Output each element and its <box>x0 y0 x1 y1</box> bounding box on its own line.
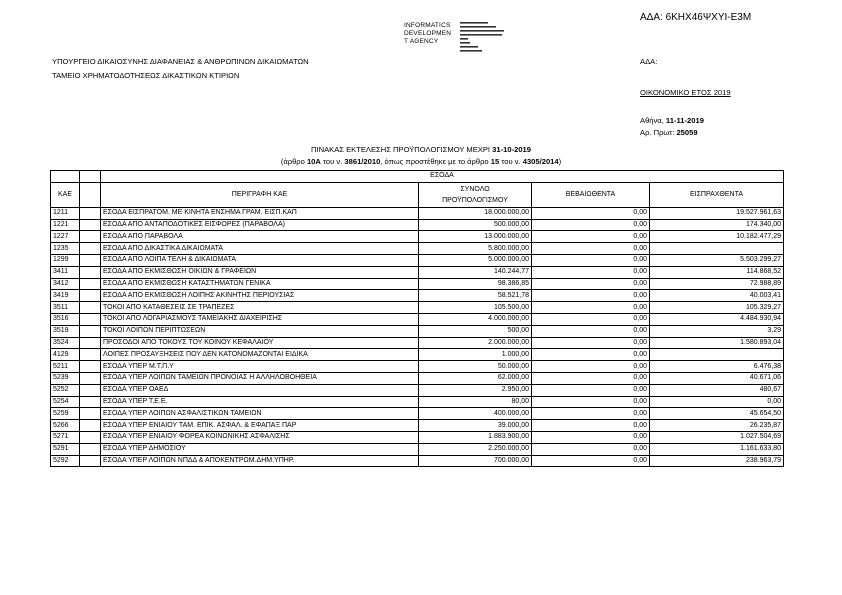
header-budget <box>419 182 532 207</box>
collected-cell: 10.182.477,29 <box>650 231 784 243</box>
description-cell: ΕΣΟΔΑ ΑΠΟ ΔΙΚΑΣΤΙΚΑ ΔΙΚΑΙΩΜΑΤΑ <box>101 243 419 255</box>
header-budget-line-1: ΣΥΝΟΛΟ <box>460 185 490 193</box>
budget-cell: 50.000,00 <box>419 361 532 373</box>
collected-cell: 238.963,79 <box>650 455 784 467</box>
certified-cell: 0,00 <box>532 420 650 432</box>
certified-cell: 0,00 <box>532 325 650 337</box>
ada-label: ΑΔΑ: <box>640 57 658 66</box>
digital-signature-stamp <box>460 21 520 59</box>
spacer-cell <box>80 384 101 396</box>
certified-cell: 0,00 <box>532 278 650 290</box>
description-cell: ΕΣΟΔΑ ΥΠΕΡ ΛΟΙΠΩΝ ΑΣΦΑΛΙΣΤΙΚΩΝ ΤΑΜΕΙΩΝ <box>101 408 419 420</box>
table-row <box>51 443 784 455</box>
budget-cell: 98.386,85 <box>419 278 532 290</box>
section-label: ΕΣΟΔΑ <box>101 171 784 183</box>
informatics-line-1: INFORMATICS <box>404 22 451 29</box>
signature-stamp-icon <box>460 21 520 57</box>
budget-cell: 5.000.000,00 <box>419 254 532 266</box>
kae-cell: 1299 <box>51 254 80 266</box>
budget-cell: 500.000,00 <box>419 219 532 231</box>
table-row <box>51 408 784 420</box>
budget-cell: 400.000,00 <box>419 408 532 420</box>
kae-cell: 3511 <box>51 302 80 314</box>
budget-cell: 1.000,00 <box>419 349 532 361</box>
informatics-line-3: T AGENCY <box>404 38 439 45</box>
spacer-cell <box>80 219 101 231</box>
spacer-cell <box>80 278 101 290</box>
description-cell: ΕΣΟΔΑ ΑΠΟ ΕΚΜΙΣΘΩΣΗ ΚΑΤΑΣΤΗΜΑΤΩΝ ΓΕΝΙΚΑ <box>101 278 419 290</box>
budget-cell: 1.883.900,00 <box>419 431 532 443</box>
spacer-cell <box>80 313 101 325</box>
revenue-table-body <box>51 171 784 467</box>
header-description: ΠΕΡΙΓΡΑΦΗ ΚΑΕ <box>101 182 419 207</box>
subtitle-part: του ν. <box>320 157 345 166</box>
certified-cell: 0,00 <box>532 396 650 408</box>
spacer-cell <box>80 231 101 243</box>
spacer-cell <box>80 372 101 384</box>
spacer-cell <box>80 396 101 408</box>
subtitle-part: ) <box>558 157 562 166</box>
description-cell: ΕΣΟΔΑ ΑΠΟ ΛΟΙΠΑ ΤΕΛΗ & ΔΙΚΑΙΩΜΑΤΑ <box>101 254 419 266</box>
description-cell: ΕΣΟΔΑ ΑΠΟ ΠΑΡΑΒΟΛΑ <box>101 231 419 243</box>
table-row <box>51 384 784 396</box>
certified-cell: 0,00 <box>532 361 650 373</box>
ada-top: ΑΔΑ: 6ΚΗΧ46ΨΧΥΙ-Ε3Μ <box>640 12 752 23</box>
spacer-cell <box>80 207 101 219</box>
budget-cell: 2.950,00 <box>419 384 532 396</box>
collected-cell: 0,00 <box>650 396 784 408</box>
empty-cell <box>51 171 80 183</box>
fiscal-year: ΟΙΚΟΝΟΜΙΚΟ ΕΤΟΣ 2019 <box>640 88 731 97</box>
kae-cell: 5271 <box>51 431 80 443</box>
budget-cell: 18.000.000,00 <box>419 207 532 219</box>
certified-cell: 0,00 <box>532 337 650 349</box>
budget-cell: 13.000.000,00 <box>419 231 532 243</box>
table-row <box>51 420 784 432</box>
description-cell: ΕΣΟΔΑ ΑΠΟ ΕΚΜΙΣΘΩΣΗ ΛΟΙΠΗΣ ΑΚΙΝΗΤΗΣ ΠΕΡΙΟΥΣΙΑΣ <box>101 290 419 302</box>
description-cell: ΕΣΟΔΑ ΕΙΣΠΡΑΤΟΜ. ΜΕ ΚΙΝΗΤΑ ΕΝΣΗΜΑ ΓΡΑΜ. ΕΙΣΠ.ΚΑΠ <box>101 207 419 219</box>
budget-cell: 140.244,77 <box>419 266 532 278</box>
budget-cell: 62.000,00 <box>419 372 532 384</box>
kae-cell: 3412 <box>51 278 80 290</box>
spacer-cell <box>80 243 101 255</box>
collected-cell: 4.484.930,94 <box>650 313 784 325</box>
table-row <box>51 372 784 384</box>
ministry-name: ΥΠΟΥΡΓΕΙΟ ΔΙΚΑΙΟΣΥΝΗΣ ΔΙΑΦΑΝΕΙΑΣ & ΑΝΘΡΩΠΙΝΩΝ ΔΙΚΑΙΩΜΑΤΩΝ <box>52 57 309 66</box>
table-row <box>51 337 784 349</box>
date-prefix: Αθήνα, <box>640 116 666 125</box>
kae-cell: 5292 <box>51 455 80 467</box>
description-cell: ΕΣΟΔΑ ΥΠΕΡ ΔΗΜΟΣΙΟΥ <box>101 443 419 455</box>
subtitle-article: 10Α <box>306 157 321 166</box>
budget-cell: 500,00 <box>419 325 532 337</box>
table-row <box>51 325 784 337</box>
header-budget-line-2: ΠΡΟΫΠΟΛΟΓΙΣΜΟΥ <box>442 196 508 204</box>
spacer-cell <box>80 302 101 314</box>
certified-cell: 0,00 <box>532 290 650 302</box>
spacer-cell <box>80 325 101 337</box>
description-cell: ΕΣΟΔΑ ΥΠΕΡ ΟΑΕΔ <box>101 384 419 396</box>
table-row <box>51 396 784 408</box>
fund-name: ΤΑΜΕΙΟ ΧΡΗΜΑΤΟΔΟΤΗΣΕΩΣ ΔΙΚΑΣΤΙΚΩΝ ΚΤΙΡΙΩΝ <box>52 71 240 80</box>
description-cell: ΕΣΟΔΑ ΥΠΕΡ ΛΟΙΠΩΝ ΝΠΔΔ & ΑΠΟΚΕΝΤΡΩΜ.ΔΗΜ.ΥΠΗΡ. <box>101 455 419 467</box>
certified-cell: 0,00 <box>532 266 650 278</box>
budget-cell: 4.000.000,00 <box>419 313 532 325</box>
date-value: 11-11-2019 <box>665 116 704 125</box>
kae-cell: 3419 <box>51 290 80 302</box>
kae-cell: 5254 <box>51 396 80 408</box>
budget-cell: 58.521,78 <box>419 290 532 302</box>
informatics-line-2: DEVELOPMEN <box>404 30 452 37</box>
table-row <box>51 290 784 302</box>
certified-cell: 0,00 <box>532 219 650 231</box>
table-row <box>51 361 784 373</box>
subtitle-article: 15 <box>490 157 500 166</box>
budget-cell: 700.000,00 <box>419 455 532 467</box>
spacer-cell <box>80 361 101 373</box>
collected-cell <box>650 349 784 361</box>
spacer-cell <box>80 420 101 432</box>
table-row <box>51 266 784 278</box>
table-subtitle <box>0 157 842 166</box>
kae-cell: 1227 <box>51 231 80 243</box>
collected-cell: 1.580.893,04 <box>650 337 784 349</box>
kae-cell: 1221 <box>51 219 80 231</box>
table-row <box>51 278 784 290</box>
spacer-cell <box>80 443 101 455</box>
subtitle-law: 4305/2014 <box>522 157 559 166</box>
protocol-value: 25059 <box>676 128 698 137</box>
budget-cell: 80,00 <box>419 396 532 408</box>
description-cell: ΕΣΟΔΑ ΑΠΟ ΑΝΤΑΠΟΔΟΤΙΚΕΣ ΕΙΣΦΟΡΕΣ (ΠΑΡΑΒΟΛΑ) <box>101 219 419 231</box>
description-cell: ΤΟΚΟΙ ΑΠΟ ΚΑΤΑΘΕΣΕΙΣ ΣΕ ΤΡΑΠΕΖΕΣ <box>101 302 419 314</box>
kae-cell: 3516 <box>51 313 80 325</box>
spacer-cell <box>80 431 101 443</box>
subtitle-law: 3861/2010 <box>344 157 381 166</box>
budget-cell: 2.000.000,00 <box>419 337 532 349</box>
kae-cell: 5211 <box>51 361 80 373</box>
collected-cell: 26.235,87 <box>650 420 784 432</box>
description-cell: ΕΣΟΔΑ ΥΠΕΡ ΕΝΙΑΙΟΥ ΦΟΡΕΑ ΚΟΙΝΩΝΙΚΗΣ ΑΣΦΑΛΙΣΗΣ <box>101 431 419 443</box>
table-row <box>51 455 784 467</box>
budget-cell: 2.250.000,00 <box>419 443 532 455</box>
collected-cell: 174.340,00 <box>650 219 784 231</box>
kae-cell: 5266 <box>51 420 80 432</box>
header-certified: ΒΕΒΑΙΩΘΕΝΤΑ <box>532 182 650 207</box>
description-cell: ΛΟΙΠΕΣ ΠΡΟΣΑΥΞΗΣΕΙΣ ΠΟΥ ΔΕΝ ΚΑΤΟΝΟΜΑΖΟΝΤΑΙ ΕΙΔΙΚΑ <box>101 349 419 361</box>
spacer-cell <box>80 349 101 361</box>
kae-cell: 3411 <box>51 266 80 278</box>
empty-cell <box>80 171 101 183</box>
revenue-table <box>50 170 784 467</box>
subtitle-part: (άρθρο <box>280 157 307 166</box>
subtitle-part: , όπως προστέθηκε με το άρθρο <box>380 157 491 166</box>
collected-cell: 5.503.299,27 <box>650 254 784 266</box>
collected-cell: 1.161.633,80 <box>650 443 784 455</box>
description-cell: ΕΣΟΔΑ ΥΠΕΡ ΕΝΙΑΙΟΥ ΤΑΜ. ΕΠΙΚ. ΑΣΦΑΛ. & ΕΦΑΠΑΞ ΠΑΡ <box>101 420 419 432</box>
table-row <box>51 243 784 255</box>
kae-cell: 5252 <box>51 384 80 396</box>
certified-cell: 0,00 <box>532 431 650 443</box>
table-title-text: ΠΙΝΑΚΑΣ ΕΚΤΕΛΕΣΗΣ ΠΡΟΫΠΟΛΟΓΙΣΜΟΥ ΜΕΧΡΙ <box>311 145 493 154</box>
description-cell: ΕΣΟΔΑ ΥΠΕΡ ΛΟΙΠΩΝ ΤΑΜΕΙΩΝ ΠΡΟΝΟΙΑΣ Η ΑΛΛΗΛΟΒΟΗΘΕΙΑ <box>101 372 419 384</box>
budget-cell: 39.000,00 <box>419 420 532 432</box>
kae-cell: 5291 <box>51 443 80 455</box>
kae-cell: 3524 <box>51 337 80 349</box>
description-cell: ΠΡΟΣΟΔΟΙ ΑΠΟ ΤΟΚΟΥΣ ΤΟΥ ΚΟΙΝΟΥ ΚΕΦΑΛΑΙΟΥ <box>101 337 419 349</box>
certified-cell: 0,00 <box>532 349 650 361</box>
certified-cell: 0,00 <box>532 243 650 255</box>
table-row <box>51 349 784 361</box>
certified-cell: 0,00 <box>532 443 650 455</box>
certified-cell: 0,00 <box>532 455 650 467</box>
budget-cell: 5.800.000,00 <box>419 243 532 255</box>
subtitle-part: του ν. <box>499 157 523 166</box>
spacer-cell <box>80 408 101 420</box>
budget-cell: 105.500,00 <box>419 302 532 314</box>
column-header-row <box>51 182 784 207</box>
certified-cell: 0,00 <box>532 302 650 314</box>
header-collected: ΕΙΣΠΡΑΧΘΕΝΤΑ <box>650 182 784 207</box>
spacer-cell <box>80 337 101 349</box>
spacer-cell <box>80 266 101 278</box>
spacer-cell <box>80 254 101 266</box>
collected-cell: 72.988,89 <box>650 278 784 290</box>
certified-cell: 0,00 <box>532 372 650 384</box>
collected-cell: 480,67 <box>650 384 784 396</box>
certified-cell: 0,00 <box>532 313 650 325</box>
table-row <box>51 313 784 325</box>
certified-cell: 0,00 <box>532 231 650 243</box>
collected-cell: 3,29 <box>650 325 784 337</box>
description-cell: ΤΟΚΟΙ ΑΠΟ ΛΟΓΑΡΙΑΣΜΟΥΣ ΤΑΜΕΙΑΚΗΣ ΔΙΑΧΕΙΡΙΣΗΣ <box>101 313 419 325</box>
kae-cell: 1211 <box>51 207 80 219</box>
table-row <box>51 302 784 314</box>
kae-cell: 5239 <box>51 372 80 384</box>
spacer-cell <box>80 290 101 302</box>
kae-cell: 1235 <box>51 243 80 255</box>
header-kae: ΚΑΕ <box>51 182 80 207</box>
table-row <box>51 219 784 231</box>
collected-cell: 105.329,27 <box>650 302 784 314</box>
spacer-cell <box>80 455 101 467</box>
protocol-prefix: Αρ. Πρωτ: <box>640 128 677 137</box>
description-cell: ΕΣΟΔΑ ΥΠΕΡ Τ.Ε.Ε. <box>101 396 419 408</box>
section-header-row <box>51 171 784 183</box>
table-row <box>51 231 784 243</box>
certified-cell: 0,00 <box>532 207 650 219</box>
collected-cell <box>650 243 784 255</box>
collected-cell: 114.868,52 <box>650 266 784 278</box>
collected-cell: 40.671,06 <box>650 372 784 384</box>
kae-cell: 3519 <box>51 325 80 337</box>
table-title-date: 31-10-2019 <box>492 145 531 154</box>
collected-cell: 19.527.961,63 <box>650 207 784 219</box>
collected-cell: 6.476,38 <box>650 361 784 373</box>
collected-cell: 45.654,50 <box>650 408 784 420</box>
table-row <box>51 207 784 219</box>
protocol-line <box>640 128 698 137</box>
certified-cell: 0,00 <box>532 254 650 266</box>
table-row <box>51 431 784 443</box>
table-row <box>51 254 784 266</box>
certified-cell: 0,00 <box>532 408 650 420</box>
collected-cell: 40.003,41 <box>650 290 784 302</box>
certified-cell: 0,00 <box>532 384 650 396</box>
description-cell: ΕΣΟΔΑ ΥΠΕΡ Μ.Τ.Π.Υ <box>101 361 419 373</box>
table-title <box>0 145 842 154</box>
collected-cell: 1.027.504,69 <box>650 431 784 443</box>
kae-cell: 4129 <box>51 349 80 361</box>
empty-cell <box>80 182 101 207</box>
informatics-agency-label <box>404 22 451 46</box>
description-cell: ΤΟΚΟΙ ΛΟΙΠΩΝ ΠΕΡΙΠΤΩΣΕΩΝ <box>101 325 419 337</box>
kae-cell: 5259 <box>51 408 80 420</box>
description-cell: ΕΣΟΔΑ ΑΠΟ ΕΚΜΙΣΘΩΣΗ ΟΙΚΙΩΝ & ΓΡΑΦΕΙΩΝ <box>101 266 419 278</box>
date-line <box>640 116 704 125</box>
